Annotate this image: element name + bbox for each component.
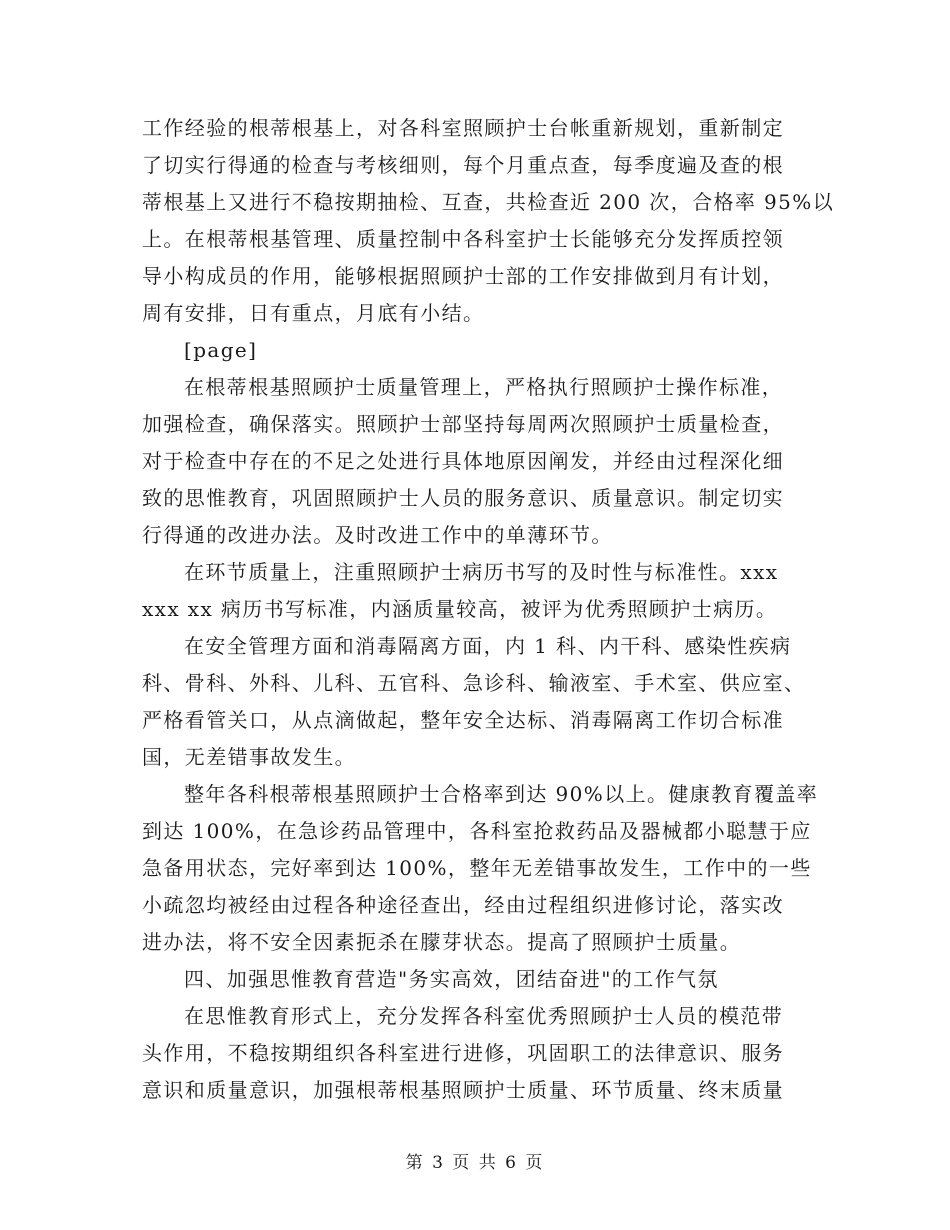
section-heading xyxy=(142,961,822,998)
text-line: 意识和质量意识，加强根蒂根基照顾护士质量、环节质量、终末质量 xyxy=(142,1078,784,1102)
paragraph-4 xyxy=(142,554,822,628)
text-line: 在根蒂根基照顾护士质量管理上，严格执行照顾护士操作标准， xyxy=(184,375,784,399)
text-line: xxx xx 病历书写标准，内涵质量较高，被评为优秀照顾护士病历。 xyxy=(142,597,778,621)
text-line: 头作用，不稳按期组织各科室进行进修，巩固职工的法律意识、服务 xyxy=(142,1041,784,1065)
text-line: 小疏忽均被经由过程各种途径查出，经由过程组织进修讨论，落实改 xyxy=(142,893,784,917)
paragraph-2 xyxy=(142,332,822,369)
text-line: 进办法，将不安全因素扼杀在朦芽状态。提高了照顾护士质量。 xyxy=(142,930,742,954)
text-line: 致的思惟教育，巩固照顾护士人员的服务意识、质量意识。制定切实 xyxy=(142,486,784,510)
text-line: 加强检查，确保落实。照顾护士部坚持每周两次照顾护士质量检查， xyxy=(142,412,784,436)
paragraph-1 xyxy=(142,110,835,332)
paragraph-3 xyxy=(142,369,822,554)
page-marker: [page] xyxy=(184,338,258,362)
text-line: 导小构成员的作用，能够根据照顾护士部的工作安排做到月有计划， xyxy=(142,264,784,288)
text-line: 在环节质量上，注重照顾护士病历书写的及时性与标准性。xxx xyxy=(184,560,779,584)
paragraph-8 xyxy=(142,998,822,1109)
paragraph-5 xyxy=(142,628,822,776)
page-number-footer: 第 3 页 共 6 页 xyxy=(405,1153,545,1173)
text-line: 行得通的改进办法。及时改进工作中的单薄环节。 xyxy=(142,523,613,547)
text-line: 工作经验的根蒂根基上，对各科室照顾护士台帐重新规划，重新制定 xyxy=(142,116,784,140)
text-line: 到达 100%，在急诊药品管理中，各科室抢救药品及器械都小聪慧于应 xyxy=(142,819,812,843)
text-line: 在思惟教育形式上，充分发挥各科室优秀照顾护士人员的模范带 xyxy=(184,1004,784,1028)
text-line: 科、骨科、外科、儿科、五官科、急诊科、输液室、手术室、供应室、 xyxy=(142,671,806,695)
text-line: 对于检查中存在的不足之处进行具体地原因阐发，并经由过程深化细 xyxy=(142,449,784,473)
text-line: 国，无差错事故发生。 xyxy=(142,745,356,769)
heading-line: 四、加强思惟教育营造"务实高效，团结奋进"的工作气氛 xyxy=(184,967,719,991)
text-line: 严格看管关口，从点滴做起，整年安全达标、消毒隔离工作切合标准 xyxy=(142,708,784,732)
paragraph-6 xyxy=(142,776,822,961)
text-line: 上。在根蒂根基管理、质量控制中各科室护士长能够充分发挥质控领 xyxy=(142,227,784,251)
document-body xyxy=(142,110,835,1109)
text-line: 在安全管理方面和消毒隔离方面，内 1 科、内干科、感染性疾病 xyxy=(184,634,792,658)
text-line: 周有安排，日有重点，月底有小结。 xyxy=(142,301,485,325)
text-line: 急备用状态，完好率到达 100%，整年无差错事故发生，工作中的一些 xyxy=(142,856,812,880)
text-line: 整年各科根蒂根基照顾护士合格率到达 90%以上。健康教育覆盖率 xyxy=(184,782,819,806)
text-line: 蒂根基上又进行不稳按期抽检、互查，共检查近 200 次，合格率 95%以 xyxy=(142,190,835,214)
text-line: 了切实行得通的检查与考核细则，每个月重点查，每季度遍及查的根 xyxy=(142,153,784,177)
